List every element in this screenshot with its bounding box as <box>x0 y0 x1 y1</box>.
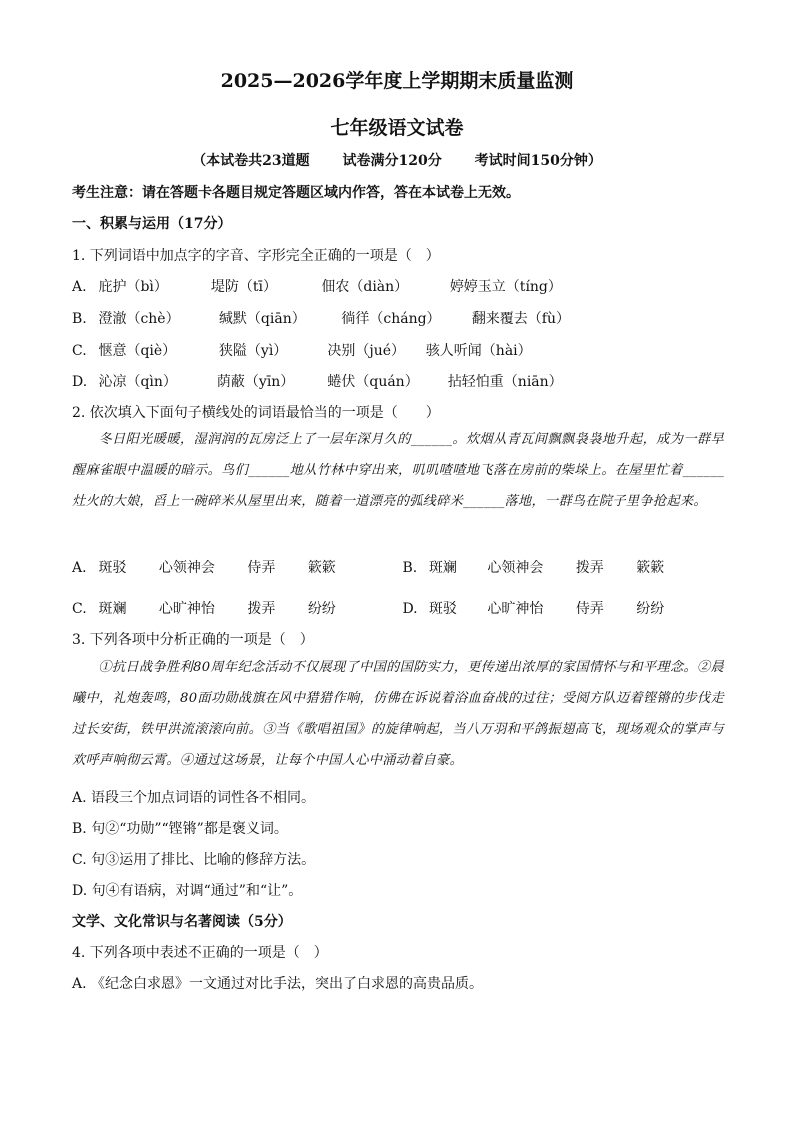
passage-text: 冬日阳光暖暖，湿润润的瓦房泛上了一层年深月久的______。炊烟从青瓦间飘飘袅袅地升起，成为一群早醒麻雀眼中温暖的暗示。鸟们______地从竹林中穿出来，叽叽喳喳地飞落在房前的柴垛上。在屋里忙着______灶火的大娘，舀上一碗碎米从屋里出来，随着一道漂亮的弧线碎米______落地，一群鸟在院子里争抢起来。 <box>72 432 724 509</box>
option-word: 缄默（qiān） <box>218 311 306 327</box>
option-label: A. <box>72 279 87 295</box>
question-3-option-b: B. 句②“功勋”“铿锵”都是褒义词。 <box>72 821 288 837</box>
option-word: 狭隘（yì） <box>218 343 288 359</box>
exam-info-score: 试卷满分120分 <box>342 153 442 169</box>
question-1-option-a <box>72 276 586 296</box>
option-word: 簌簌 <box>636 560 665 576</box>
question-4-option-a: A. 《纪念白求恩》一文通过对比手法，突出了白求恩的高贵品质。 <box>72 976 484 992</box>
question-2-option-b <box>402 557 664 577</box>
option-word: 骇人听闻（hài） <box>425 343 532 359</box>
option-word: 荫蔽（yīn） <box>216 374 295 390</box>
option-label: A. <box>72 560 87 576</box>
question-3-stem: 3. 下列各项中分析正确的一项是（ ） <box>72 632 314 648</box>
question-2-stem: 2. 依次填入下面句子横线处的词语最恰当的一项是（ ） <box>72 405 440 421</box>
exam-info <box>0 150 794 170</box>
option-word: 徜徉（cháng） <box>341 311 441 327</box>
option-word: 庇护（bì） <box>98 279 168 295</box>
option-label: D. <box>72 374 88 390</box>
question-3-passage <box>72 652 724 776</box>
option-word: 纷纷 <box>636 601 665 617</box>
question-2-options-row-1 <box>72 557 664 577</box>
option-label: C. <box>72 601 87 617</box>
exam-subtitle: 七年级语文试卷 <box>330 117 464 139</box>
option-word: 惬意（qiè） <box>98 343 177 359</box>
section-1-title: 一、积累与运用（17分） <box>72 216 232 232</box>
option-word: 决别（jué） <box>327 343 406 359</box>
option-word: 斑斓 <box>98 601 127 617</box>
option-word: 斑斓 <box>428 560 457 576</box>
question-2-option-d <box>402 598 664 618</box>
question-2-passage <box>72 424 724 517</box>
option-label: B. <box>72 311 87 327</box>
option-word: 拨弄 <box>575 560 604 576</box>
exam-info-questions: （本试卷共23道题 <box>192 153 310 169</box>
question-3-option-a: A. 语段三个加点词语的词性各不相同。 <box>72 790 316 806</box>
option-word: 沁凉（qìn） <box>98 374 177 390</box>
option-word: 翻来覆去（fù） <box>471 311 571 327</box>
exam-info-time: 考试时间150分钟） <box>474 153 602 169</box>
question-1-option-d <box>72 371 587 391</box>
option-label: B. <box>402 560 418 576</box>
option-word: 堤防（tī） <box>210 279 278 295</box>
option-word: 心旷神怡 <box>487 601 544 617</box>
question-1-stem: 1. 下列词语中加点字的字音、字形完全正确的一项是（ ） <box>72 248 440 264</box>
option-word: 佃农（diàn） <box>321 279 409 295</box>
question-2-options-row-2 <box>72 598 664 618</box>
option-word: 蜷伏（quán） <box>327 374 419 390</box>
option-word: 婷婷玉立（tíng） <box>449 279 562 295</box>
option-word: 簌簌 <box>307 560 336 576</box>
option-word: 斑驳 <box>98 560 127 576</box>
exam-notice: 考生注意：请在答题卡各题目规定答题区域内作答，答在本试卷上无效。 <box>72 185 520 201</box>
option-word: 侍弄 <box>575 601 604 617</box>
option-label: C. <box>72 343 87 359</box>
question-2-option-c <box>72 598 398 618</box>
option-label: D. <box>402 601 418 617</box>
option-word: 拨弄 <box>247 601 276 617</box>
option-word: 心领神会 <box>487 560 544 576</box>
option-word: 拈轻怕重（niān） <box>447 374 563 390</box>
option-word: 澄澈（chè） <box>98 311 180 327</box>
option-word: 心领神会 <box>158 560 215 576</box>
exam-title: 2025—2026学年度上学期期末质量监测 <box>220 70 574 92</box>
question-1-option-c <box>72 340 556 360</box>
option-word: 斑驳 <box>428 601 457 617</box>
question-1-option-b <box>72 308 594 328</box>
passage-text: ①抗日战争胜利80周年纪念活动不仅展现了中国的国防实力，更传递出浓厚的家国情怀与和平理念。②晨曦中，礼炮轰鸣，80面功勋战旗在风中猎猎作响，仿佛在诉说着浴血奋战的过往；受阅方队迈着铿锵的步伐走过长安街，铁甲洪流滚滚向前。③当《歌唱祖国》的旋律响起，当八万羽和平鸽振翅高飞，现场观众的掌声与欢呼声响彻云霄。④通过这场景，让每个中国人心中涌动着自豪。 <box>72 660 724 768</box>
option-word: 纷纷 <box>307 601 336 617</box>
question-4-stem: 4. 下列各项中表述不正确的一项是（ ） <box>72 945 328 961</box>
question-3-option-c: C. 句③运用了排比、比喻的修辞方法。 <box>72 852 316 868</box>
section-2-title: 文学、文化常识与名著阅读（5分） <box>72 914 292 930</box>
option-word: 侍弄 <box>247 560 276 576</box>
question-3-option-d: D. 句④有语病，对调“通过”和“让”。 <box>72 883 303 899</box>
question-2-option-a <box>72 557 398 577</box>
option-word: 心旷神怡 <box>158 601 215 617</box>
